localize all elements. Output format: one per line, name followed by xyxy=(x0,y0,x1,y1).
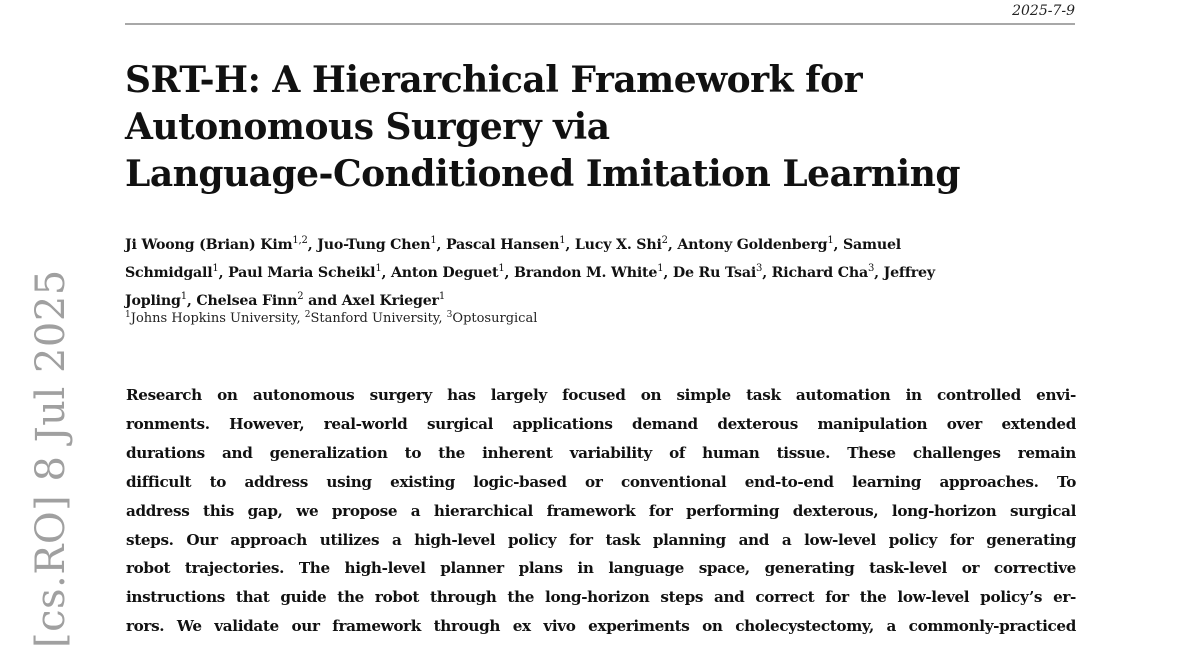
author-name: Richard Cha xyxy=(771,265,868,281)
author-name: De Ru Tsai xyxy=(672,265,757,281)
author-name: Juo-Tung Chen xyxy=(317,237,431,253)
author-list xyxy=(125,232,1075,316)
affiliation-number: 3 xyxy=(446,310,453,320)
affiliation-name: Optosurgical xyxy=(452,311,538,326)
title-line: Language-Conditioned Imitation Learning xyxy=(125,153,961,195)
abstract-line: Research on autonomous surgery has largely focused on simple task automation in controlled envi- xyxy=(126,386,1076,404)
author-name: Anton Deguet xyxy=(391,265,499,281)
header-rule xyxy=(125,23,1075,25)
title-line: Autonomous Surgery via xyxy=(125,106,610,148)
affiliation-list: $^1$Johns Hopkins University, $^2$Stanford University, $^3$Optosurgical xyxy=(125,310,538,326)
author-affiliation-mark: 2 xyxy=(297,291,304,302)
author-affiliation-mark: 1 xyxy=(559,235,566,246)
author-name: Antony Goldenberg xyxy=(677,237,828,253)
author-name: Paul Maria Scheikl xyxy=(228,265,376,281)
author-affiliation-mark: 1,2 xyxy=(292,235,308,246)
author-name: Lucy X. Shi xyxy=(574,237,662,253)
abstract-line: address this gap, we propose a hierarchical framework for performing dexterous, long-horizon surgical xyxy=(126,501,1076,520)
author-affiliation-mark: 1 xyxy=(375,263,382,274)
author-affiliation-mark: 1 xyxy=(438,291,445,302)
abstract-line: instructions that guide the robot through the long-horizon steps and correct for the low-level policy’s er- xyxy=(126,588,1076,607)
author-affiliation-mark: 1 xyxy=(430,235,437,246)
abstract-line: robot trajectories. The high-level planner plans in language space, generating task-level or corrective xyxy=(126,559,1076,578)
abstract-line: durations and generalization to the inherent variability of human tissue. These challenges remain xyxy=(126,443,1076,462)
affiliation-number: 1 xyxy=(125,310,131,320)
author-name: Ji Woong (Brian) Kim xyxy=(125,237,293,253)
author-name-part: Schmidgall xyxy=(125,265,213,281)
author-affiliation-mark: 3 xyxy=(756,263,763,274)
author-affiliation-mark: 2 xyxy=(661,235,668,246)
author-affiliation-mark: 1 xyxy=(212,263,219,274)
author-affiliation-mark: 1 xyxy=(827,235,834,246)
author-affiliation-mark: 1 xyxy=(180,291,187,302)
affiliation-name: Johns Hopkins University xyxy=(130,311,297,326)
author-line: Ji Woong (Brian) Kim$^{1,2}$, Juo-Tung Chen$^1$, Pascal Hansen$^1$, Lucy X. Shi$^2$, Antony Goldenberg$^1$, Samuel xyxy=(125,235,901,253)
author-line: Jopling$^1$, Chelsea Finn$^2$ and Axel Krieger$^1$ xyxy=(125,291,445,309)
abstract xyxy=(126,381,1076,641)
author-affiliation-mark: 1 xyxy=(657,263,664,274)
author-affiliation-mark: 3 xyxy=(867,263,875,274)
author-name-part: Samuel xyxy=(842,237,901,253)
paper-title xyxy=(125,57,1085,198)
abstract-line: steps. Our approach utilizes a high-level policy for task planning and a low-level policy for generating xyxy=(126,530,1076,549)
author-name-part: Jopling xyxy=(125,293,181,309)
author-name-part: Jeffrey xyxy=(883,265,935,281)
abstract-line: difficult to address using existing logic-based or conventional end-to-end learning approaches. To xyxy=(126,472,1076,491)
affiliation-name: Stanford University xyxy=(310,311,439,326)
title-line: SRT-H: A Hierarchical Framework for xyxy=(125,59,863,101)
abstract-line: ronments. However, real-world surgical applications demand dexterous manipulation over extended xyxy=(126,414,1076,433)
author-name: Brandon M. White xyxy=(514,265,658,281)
author-line: Schmidgall$^1$, Paul Maria Scheikl$^1$, Anton Deguet$^1$, Brandon M. White$^1$, De Ru Tsai$^3$, Richard Cha$^3$, Jeffrey xyxy=(125,263,935,281)
abstract-line: rors. We validate our framework through ex vivo experiments on cholecystectomy, a commonly-practiced xyxy=(126,617,1076,636)
publication-date: 2025-7-9 xyxy=(1012,3,1075,19)
author-name: Chelsea Finn xyxy=(196,293,298,309)
author-name: Axel Krieger xyxy=(341,293,439,309)
author-name: Pascal Hansen xyxy=(445,237,560,253)
author-affiliation-mark: 1 xyxy=(498,263,505,274)
arxiv-side-stamp: [cs.RO] 8 Jul 2025 xyxy=(28,269,74,648)
affiliation-number: 2 xyxy=(304,310,311,320)
